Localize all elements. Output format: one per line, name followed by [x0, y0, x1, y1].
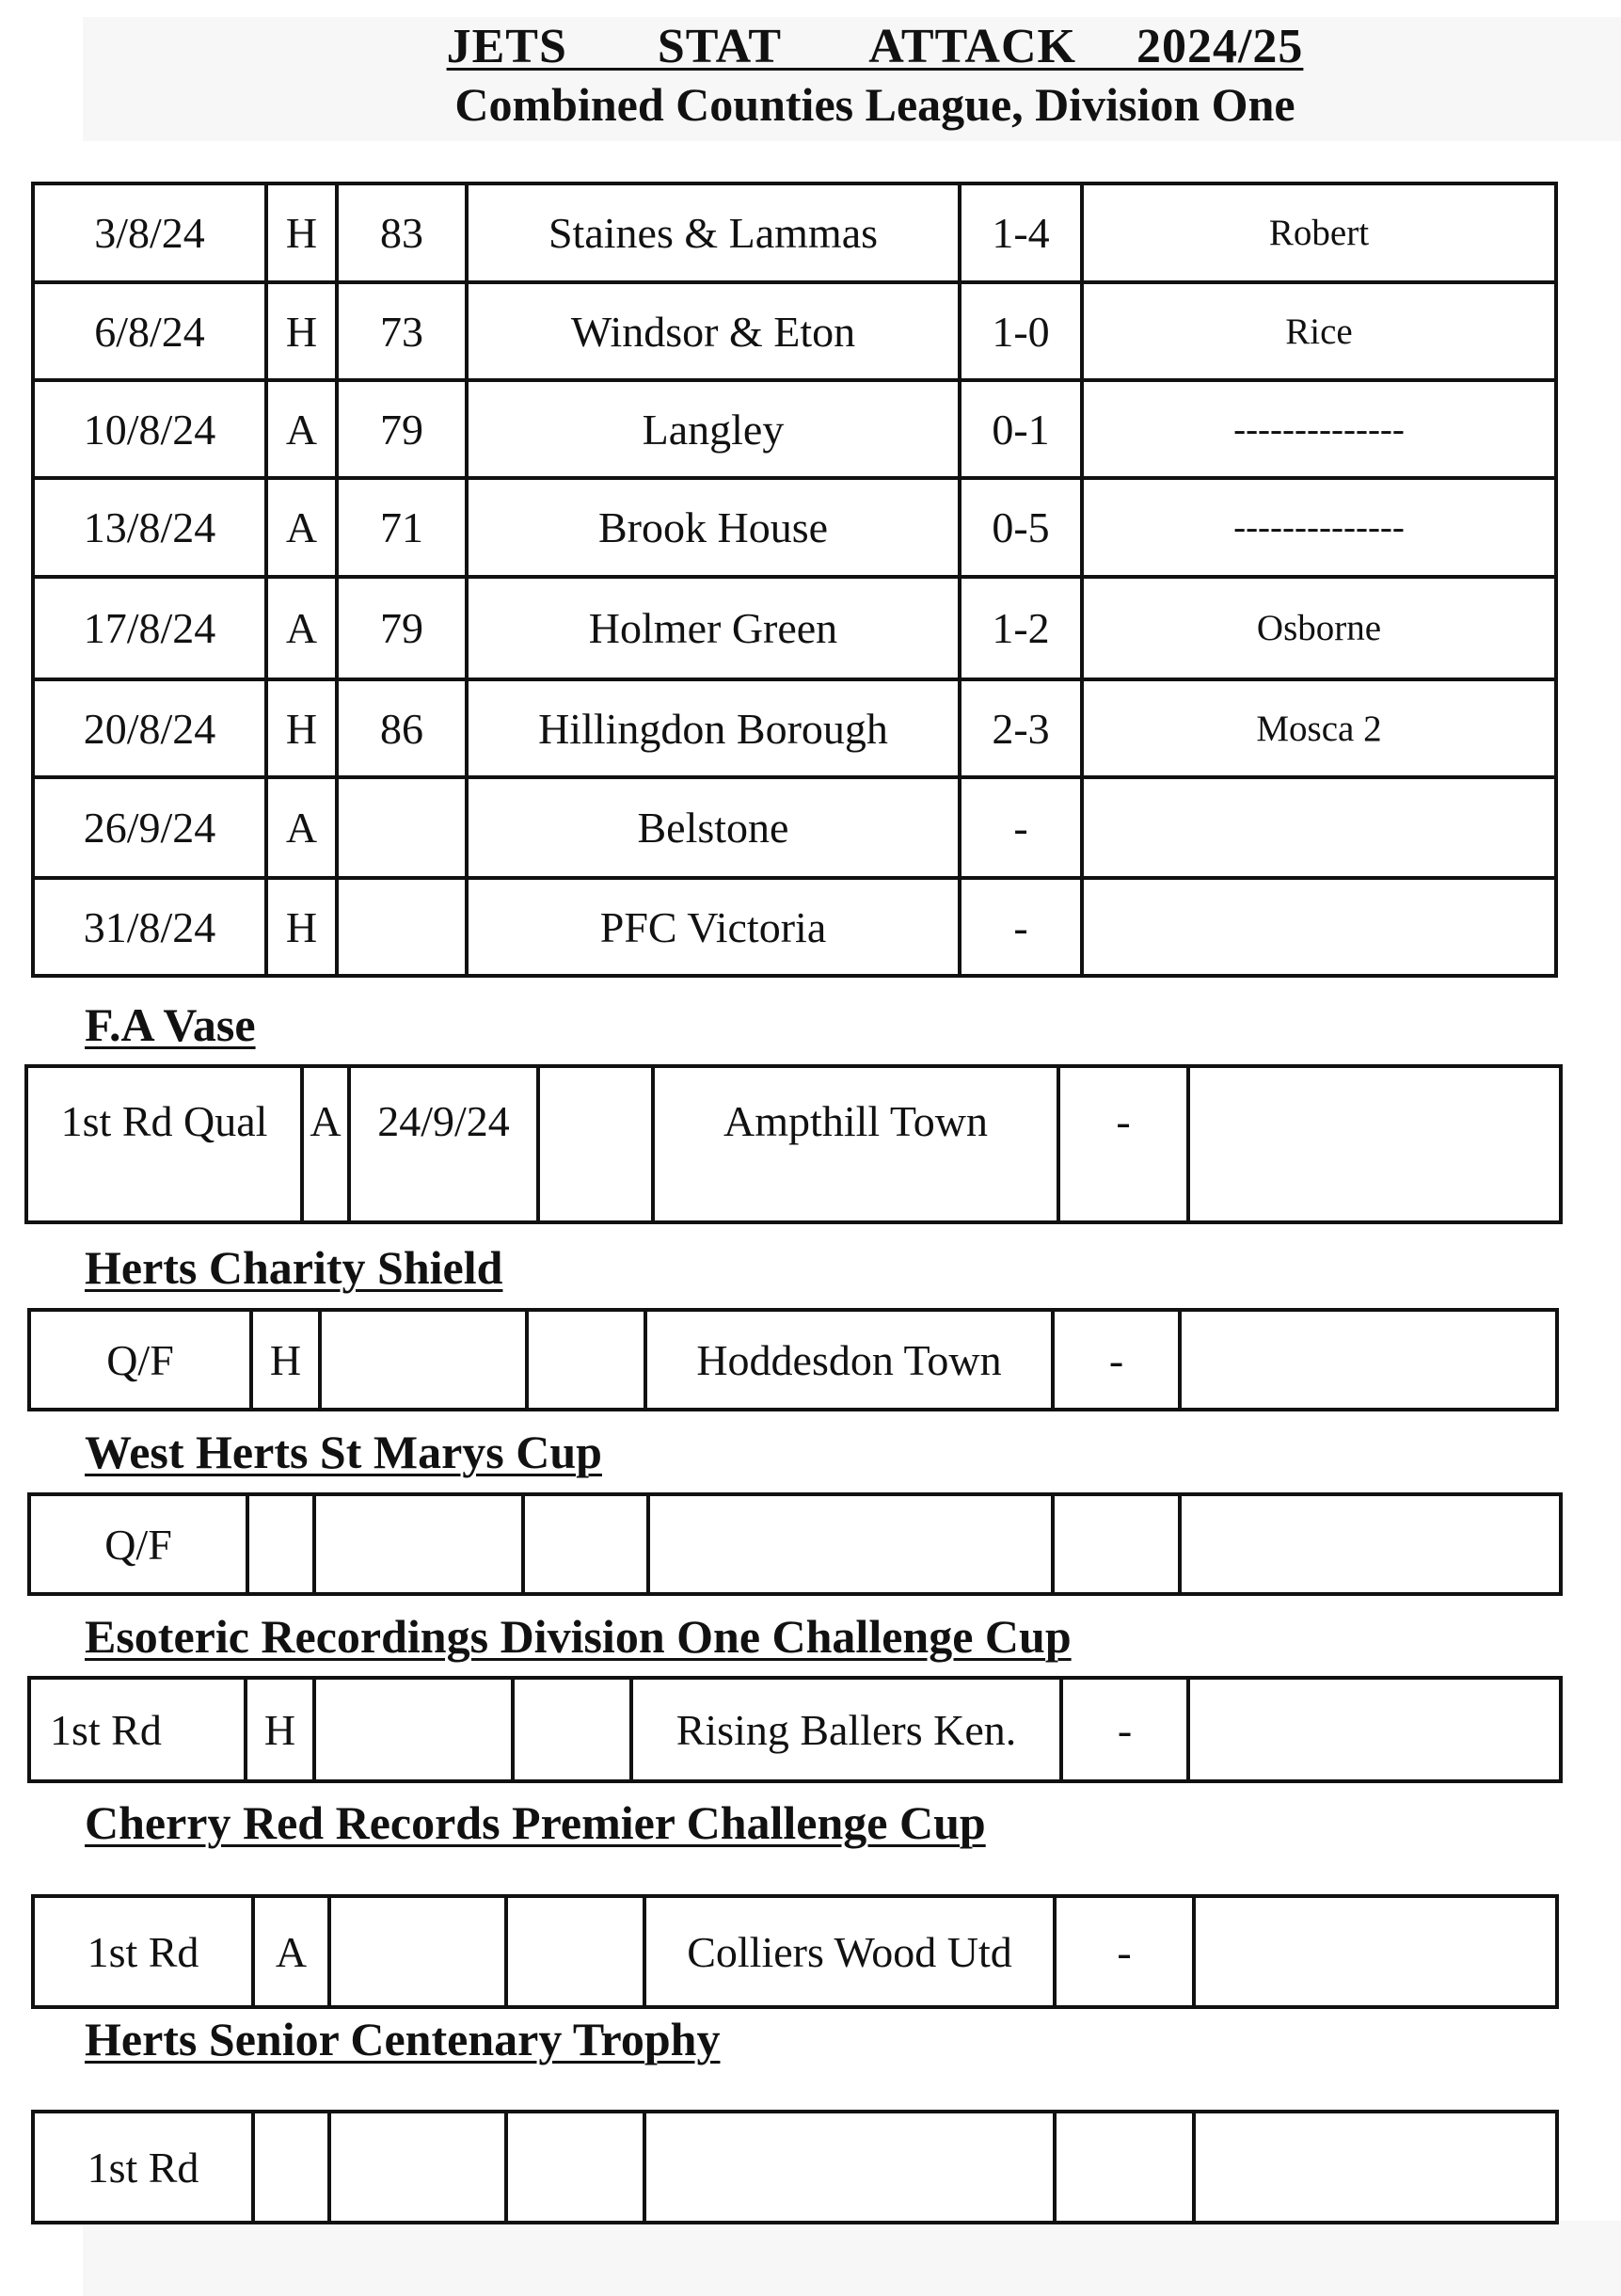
fixture-attendance — [337, 777, 467, 878]
cup-venue: H — [246, 1678, 314, 1781]
cup-opponent — [644, 2112, 1055, 2223]
cup-heading: Cherry Red Records Premier Challenge Cup — [85, 1796, 986, 1849]
cup-heading: West Herts St Marys Cup — [85, 1426, 602, 1478]
cup-attendance — [513, 1678, 631, 1781]
fixture-attendance: 86 — [337, 679, 467, 777]
fixture-venue: A — [266, 380, 337, 478]
fixture-attendance: 71 — [337, 478, 467, 577]
fixture-scorers — [1082, 878, 1556, 976]
fixture-opponent: Windsor & Eton — [467, 282, 960, 380]
west-herts-cup-table — [27, 1492, 1563, 1596]
cup-score: - — [1053, 1310, 1180, 1410]
league-fixtures-table — [31, 182, 1558, 978]
fixture-opponent: Belstone — [467, 777, 960, 878]
cup-scorers — [1194, 2112, 1557, 2223]
fixture-scorers: Robert — [1082, 183, 1556, 282]
fixture-attendance — [337, 878, 467, 976]
cup-score: - — [1061, 1678, 1188, 1781]
cup-row — [29, 1310, 1557, 1410]
fixture-attendance: 83 — [337, 183, 467, 282]
fixture-score: 1-4 — [960, 183, 1082, 282]
cup-attendance — [527, 1310, 645, 1410]
cup-scorers — [1180, 1310, 1557, 1410]
cup-round: Q/F — [29, 1310, 251, 1410]
cup-score — [1055, 2112, 1194, 2223]
cup-row — [26, 1066, 1561, 1222]
fixture-scorers — [1082, 777, 1556, 878]
cup-round: Q/F — [29, 1494, 247, 1594]
herts-charity-shield-table — [27, 1308, 1559, 1411]
herts-senior-trophy-table — [31, 2110, 1559, 2224]
cup-heading: Herts Charity Shield — [85, 1241, 503, 1294]
cup-date — [314, 1678, 513, 1781]
cup-round: 1st Rd Qual — [26, 1066, 302, 1222]
fixture-row — [33, 380, 1556, 478]
fixture-date: 20/8/24 — [33, 679, 266, 777]
fixture-score: 0-5 — [960, 478, 1082, 577]
fixture-opponent: Holmer Green — [467, 577, 960, 679]
fixture-venue: H — [266, 183, 337, 282]
fixture-opponent: Hillingdon Borough — [467, 679, 960, 777]
fixture-score: 1-2 — [960, 577, 1082, 679]
cup-heading: Herts Senior Centenary Trophy — [85, 2013, 721, 2065]
page-subtitle: Combined Counties League, Division One — [454, 78, 1295, 131]
fixture-attendance: 79 — [337, 577, 467, 679]
cup-date — [320, 1310, 527, 1410]
cup-venue — [247, 1494, 314, 1594]
fixture-date: 3/8/24 — [33, 183, 266, 282]
cup-attendance — [506, 1896, 644, 2007]
cup-venue: A — [302, 1066, 349, 1222]
fixture-date: 6/8/24 — [33, 282, 266, 380]
cup-date — [329, 2112, 506, 2223]
fixture-score: 2-3 — [960, 679, 1082, 777]
cup-scorers — [1180, 1494, 1561, 1594]
fa-vase-table — [24, 1064, 1563, 1224]
fixture-date: 10/8/24 — [33, 380, 266, 478]
page-title: JETS STAT ATTACK 2024/25 — [446, 20, 1304, 73]
fixture-scorers: Rice — [1082, 282, 1556, 380]
fixture-score: 0-1 — [960, 380, 1082, 478]
cup-heading: F.A Vase — [85, 998, 256, 1051]
fixture-score: 1-0 — [960, 282, 1082, 380]
fixture-venue: H — [266, 679, 337, 777]
fixture-row — [33, 282, 1556, 380]
fixture-venue: H — [266, 282, 337, 380]
cup-round: 1st Rd — [29, 1678, 246, 1781]
cup-opponent — [648, 1494, 1053, 1594]
esoteric-cup-table — [27, 1676, 1563, 1783]
fixture-scorers: Mosca 2 — [1082, 679, 1556, 777]
cup-round: 1st Rd — [33, 2112, 253, 2223]
cup-opponent: Ampthill Town — [653, 1066, 1058, 1222]
cup-opponent: Colliers Wood Utd — [644, 1896, 1055, 2007]
fixture-scorers: -------------- — [1082, 380, 1556, 478]
cup-attendance — [523, 1494, 648, 1594]
fixture-date: 13/8/24 — [33, 478, 266, 577]
cup-venue — [253, 2112, 329, 2223]
cup-heading: Esoteric Recordings Division One Challenge Cup — [85, 1610, 1072, 1663]
fixture-opponent: Staines & Lammas — [467, 183, 960, 282]
fixture-date: 17/8/24 — [33, 577, 266, 679]
cup-opponent: Rising Ballers Ken. — [631, 1678, 1061, 1781]
cup-attendance — [506, 2112, 644, 2223]
fixture-venue: H — [266, 878, 337, 976]
fixture-scorers: -------------- — [1082, 478, 1556, 577]
fixture-score: - — [960, 878, 1082, 976]
cherry-red-cup-table — [31, 1894, 1559, 2009]
fixture-row — [33, 878, 1556, 976]
fixture-row — [33, 777, 1556, 878]
fixture-row — [33, 577, 1556, 679]
fixture-opponent: Langley — [467, 380, 960, 478]
cup-venue: A — [253, 1896, 329, 2007]
fixture-date: 31/8/24 — [33, 878, 266, 976]
cup-row — [33, 2112, 1557, 2223]
fixture-row — [33, 679, 1556, 777]
fixture-venue: A — [266, 777, 337, 878]
fixture-row — [33, 183, 1556, 282]
fixture-attendance: 73 — [337, 282, 467, 380]
fixture-opponent: PFC Victoria — [467, 878, 960, 976]
cup-scorers — [1188, 1066, 1561, 1222]
cup-row — [29, 1678, 1561, 1781]
fixture-venue: A — [266, 577, 337, 679]
cup-opponent: Hoddesdon Town — [645, 1310, 1053, 1410]
cup-date: 24/9/24 — [349, 1066, 538, 1222]
cup-score: - — [1055, 1896, 1194, 2007]
cup-attendance — [538, 1066, 653, 1222]
fixture-score: - — [960, 777, 1082, 878]
cup-round: 1st Rd — [33, 1896, 253, 2007]
fixture-venue: A — [266, 478, 337, 577]
fixture-row — [33, 478, 1556, 577]
cup-scorers — [1194, 1896, 1557, 2007]
cup-score — [1053, 1494, 1180, 1594]
fixture-attendance: 79 — [337, 380, 467, 478]
cup-venue: H — [251, 1310, 320, 1410]
cup-date — [314, 1494, 523, 1594]
fixture-date: 26/9/24 — [33, 777, 266, 878]
footer-band — [83, 2221, 1621, 2296]
cup-date — [329, 1896, 506, 2007]
cup-row — [29, 1494, 1561, 1594]
fixture-opponent: Brook House — [467, 478, 960, 577]
cup-row — [33, 1896, 1557, 2007]
cup-score: - — [1058, 1066, 1188, 1222]
fixture-scorers: Osborne — [1082, 577, 1556, 679]
cup-scorers — [1188, 1678, 1561, 1781]
